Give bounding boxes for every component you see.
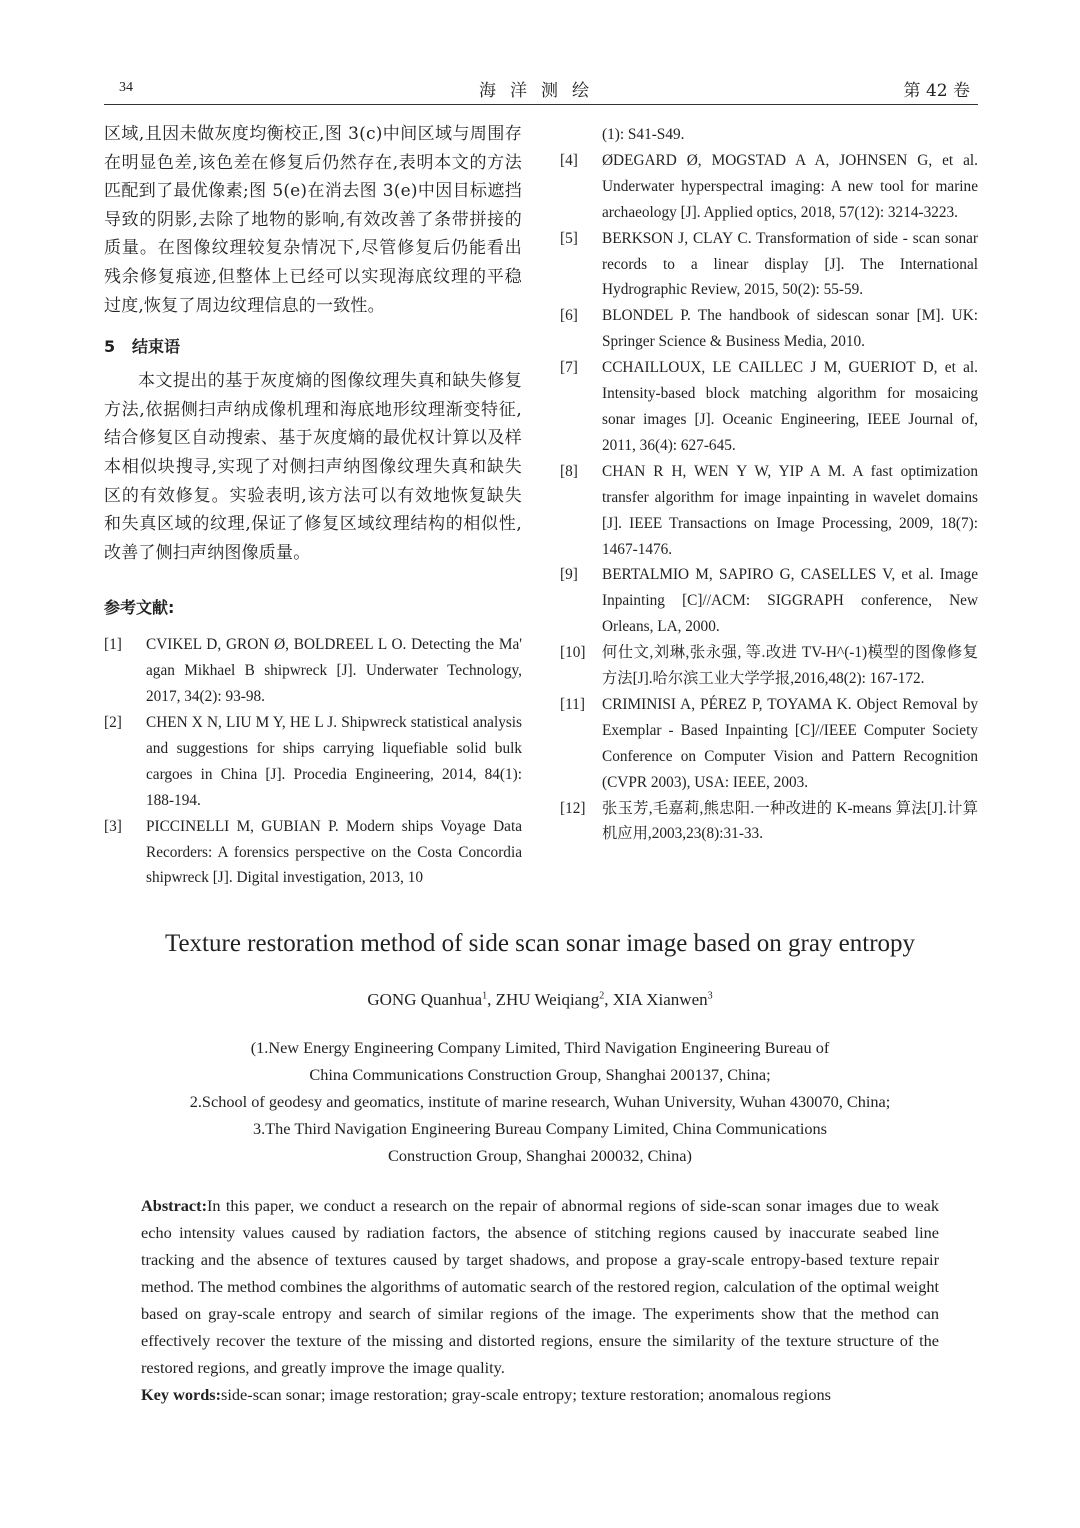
affiliation-line: 3.The Third Navigation Engineering Bureau Company Limited, China Communications bbox=[253, 1119, 827, 1138]
reference-item bbox=[104, 814, 522, 892]
reference-item bbox=[104, 710, 522, 814]
section-number: 5 bbox=[104, 337, 116, 357]
reference-number: [11] bbox=[560, 695, 585, 713]
reference-text: ØDEGARD Ø, MOGSTAD A A, JOHNSEN G, et al. Underwater hyperspectral imaging: A new tool for marine archaeology [J]. Applied optics, 2018, 57(12): 3214-3223. bbox=[602, 151, 978, 221]
keywords-label: Key words: bbox=[141, 1385, 222, 1404]
reference-item bbox=[560, 562, 978, 640]
reference-item bbox=[560, 640, 978, 692]
reference-list-right bbox=[560, 148, 978, 847]
reference-text: PICCINELLI M, GUBIAN P. Modern ships Voyage Data Recorders: A forensics perspective on the Costa Concordia shipwreck [J]. Digital investigation, 2013, 10 bbox=[146, 817, 522, 887]
volume-label: 第 42 卷 bbox=[903, 81, 970, 101]
affiliation-line: (1.New Energy Engineering Company Limited, Third Navigation Engineering Bureau of bbox=[250, 1038, 830, 1057]
reference-number: [1] bbox=[104, 636, 122, 654]
reference-continuation: (1): S41-S49. bbox=[602, 126, 685, 143]
affiliation-line: 2.School of geodesy and geomatics, institute of marine research, Wuhan University, Wuhan 430070, China; bbox=[189, 1092, 891, 1111]
reference-number: [2] bbox=[104, 714, 122, 732]
reference-text: CHAN R H, WEN Y W, YIP A M. A fast optimization transfer algorithm for image inpainting in wavelet domains [J]. IEEE Transactions on Image Processing, 2009, 18(7): 1467-1476. bbox=[602, 462, 978, 558]
author-affil-mark: 2 bbox=[599, 990, 605, 1002]
reference-item bbox=[560, 459, 978, 563]
author-name: XIA Xianwen bbox=[612, 990, 708, 1009]
keywords-text: side-scan sonar; image restoration; gray-scale entropy; texture restoration; anomalous regions bbox=[221, 1385, 831, 1404]
affiliation-line: Construction Group, Shanghai 200032, China) bbox=[388, 1146, 692, 1165]
reference-number: [3] bbox=[104, 817, 122, 835]
left-column bbox=[104, 120, 522, 891]
reference-number: [12] bbox=[560, 799, 586, 817]
section-title: 结束语 bbox=[132, 337, 181, 357]
reference-number: [4] bbox=[560, 151, 578, 169]
reference-item bbox=[560, 796, 978, 848]
author-affil-mark: 3 bbox=[707, 990, 713, 1002]
abstract bbox=[141, 1192, 939, 1381]
reference-text: 何仕文,刘琳,张永强, 等.改进 TV-H^(-1)模型的图像修复方法[J].哈尔滨工业大学学报,2016,48(2): 167-172. bbox=[602, 644, 978, 688]
reference-text: CVIKEL D, GRON Ø, BOLDREEL L O. Detecting the Ma' agan Mikhael B shipwreck [J]. Underwater Technology, 2017, 34(2): 93-98. bbox=[146, 636, 522, 706]
continued-paragraph: 区域,且因未做灰度均衡校正,图 3(c)中间区域与周围存在明显色差,该色差在修复后仍然存在,表明本文的方法匹配到了最优像素;图 5(e)在消去图 3(e)中因目标遮挡导致的阴影,去除了地物的影响,有效改善了条带拼接的质量。在图像纹理较复杂情况下,尽管修复后仍能看出残余修复痕迹,但整体上已经可以实现海底纹理的平稳过度,恢复了周边纹理信息的一致性。 bbox=[104, 124, 522, 316]
reference-item bbox=[104, 632, 522, 710]
author-name: ZHU Weiqiang bbox=[495, 990, 600, 1009]
right-column bbox=[560, 122, 978, 847]
english-authors: GONG Quanhua$^1$, ZHU Weiqiang$^2$, XIA Xianwen$^3$ bbox=[367, 990, 713, 1009]
reference-text: BERKSON J, CLAY C. Transformation of side - scan sonar records to a linear display [J]. The International Hydrographic Review, 2015, 50(2): 55-59. bbox=[602, 229, 978, 299]
reference-item bbox=[560, 148, 978, 226]
reference-number: [5] bbox=[560, 229, 578, 247]
reference-item bbox=[560, 226, 978, 304]
english-title: Texture restoration method of side scan sonar image based on gray entropy bbox=[164, 930, 916, 957]
reference-text: BLONDEL P. The handbook of sidescan sonar [M]. UK: Springer Science & Business Media, 2010. bbox=[602, 307, 978, 351]
abstract-text: In this paper, we conduct a research on the repair of abnormal regions of side-scan sonar images due to weak echo intensity values caused by radiation factors, the absence of stitching regions caused by inaccurate seabed line tracking and the absence of textures caused by target shadows, and propose a gray-scale entropy-based texture repair method. The method combines the algorithms of automatic search of the restored region, calculation of the optimal weight based on gray-scale entropy and search of similar regions of the image. The experiments show that the method can effectively recover the texture of the missing and distorted regions, ensure the similarity of the texture structure of the restored regions, and greatly improve the image quality. bbox=[141, 1196, 939, 1377]
reference-number: [10] bbox=[560, 644, 586, 662]
reference-item bbox=[560, 355, 978, 459]
keywords bbox=[141, 1381, 939, 1408]
reference-text: CRIMINISI A, PÉREZ P, TOYAMA K. Object Removal by Exemplar - Based Inpainting [C]//IEEE Computer Society Conference on Computer Vision and Pattern Recognition (CVPR 2003), USA: IEEE, 2003. bbox=[602, 695, 978, 791]
affiliation-line: China Communications Construction Group, Shanghai 200137, China; bbox=[309, 1065, 771, 1084]
reference-number: [6] bbox=[560, 307, 578, 325]
reference-number: [7] bbox=[560, 359, 578, 377]
author-affil-mark: 1 bbox=[482, 990, 488, 1002]
author-name: GONG Quanhua bbox=[367, 990, 483, 1009]
journal-title: 海洋测绘 bbox=[479, 81, 603, 101]
references-heading: 参考文献: bbox=[104, 598, 175, 618]
conclusion-paragraph: 本文提出的基于灰度熵的图像纹理失真和缺失修复方法,依据侧扫声纳成像机理和海底地形纹理渐变特征,结合修复区自动搜索、基于灰度熵的最优权计算以及样本相似块搜寻,实现了对侧扫声纳图像纹理失真和缺失区的有效修复。实验表明,该方法可以有效地恢复缺失和失真区域的纹理,保证了修复区域纹理结构的相似性,改善了侧扫声纳图像质量。 bbox=[104, 371, 522, 563]
reference-item bbox=[560, 692, 978, 796]
running-header bbox=[104, 74, 978, 104]
reference-number: [8] bbox=[560, 462, 578, 480]
page-number: 34 bbox=[119, 80, 133, 95]
reference-number: [9] bbox=[560, 566, 578, 584]
header-rule bbox=[104, 104, 978, 105]
section-heading bbox=[104, 334, 522, 357]
abstract-label: Abstract: bbox=[141, 1196, 208, 1215]
reference-text: BERTALMIO M, SAPIRO G, CASELLES V, et al. Image Inpainting [C]//ACM: SIGGRAPH conference, New Orleans, LA, 2000. bbox=[602, 566, 978, 636]
reference-text: CHEN X N, LIU M Y, HE L J. Shipwreck statistical analysis and suggestions for ships carrying liquefiable solid bulk cargoes in China [J]. Procedia Engineering, 2014, 84(1): 188-194. bbox=[146, 714, 522, 809]
reference-text: CCHAILLOUX, LE CAILLEC J M, GUERIOT D, et al. Intensity-based block matching algorithm for mosaicing sonar images [J]. Oceanic Engineering, IEEE Journal of, 2011, 36(4): 627-645. bbox=[602, 359, 978, 454]
reference-text: 张玉芳,毛嘉莉,熊忠阳.一种改进的 K-means 算法[J].计算机应用,2003,23(8):31-33. bbox=[602, 799, 978, 843]
reference-item bbox=[560, 303, 978, 355]
reference-list-left bbox=[104, 632, 522, 891]
affiliations bbox=[100, 1034, 980, 1169]
